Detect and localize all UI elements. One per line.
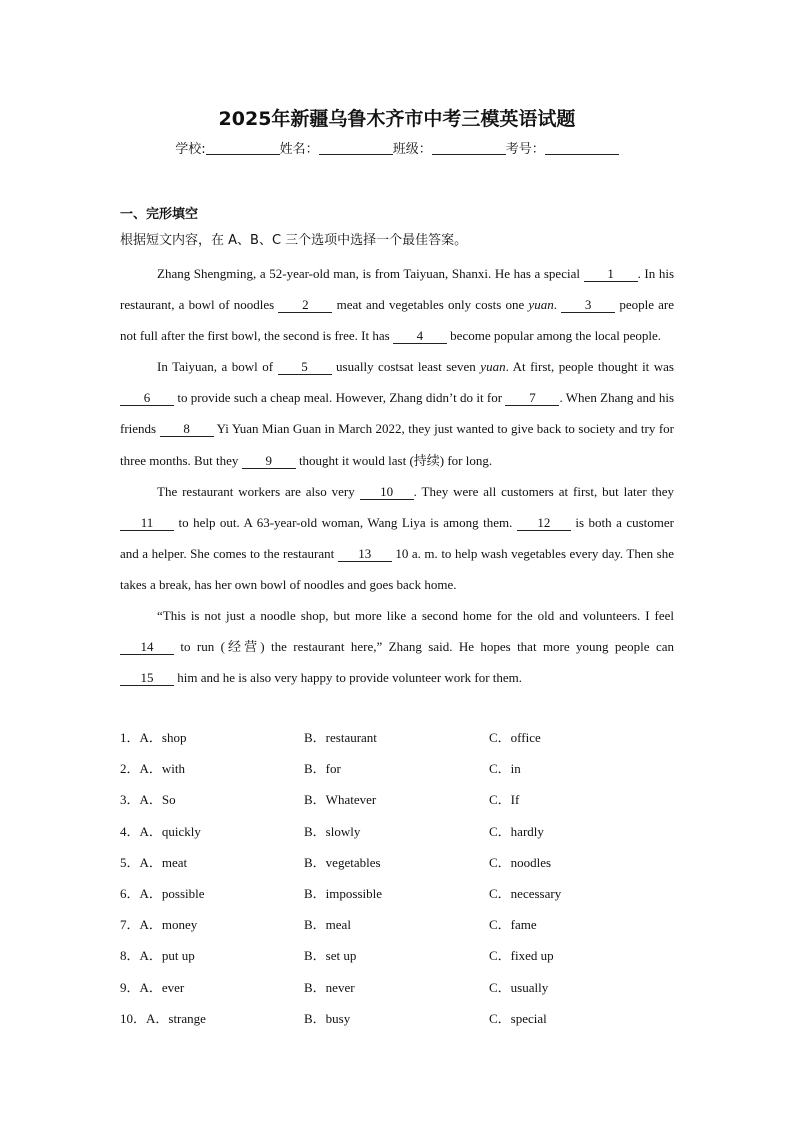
option-a[interactable]: 4．A．quickly (120, 823, 201, 839)
passage-paragraph-2 (120, 351, 674, 475)
option-row (120, 789, 680, 820)
section-instruction: 根据短文内容，在 A、B、C 三个选项中选择一个最佳答案。 (120, 233, 468, 248)
option-b[interactable]: B．restaurant (304, 730, 377, 745)
class-blank[interactable] (432, 141, 506, 155)
blank-9[interactable]: 9 (242, 454, 296, 469)
passage-paragraph-4 (120, 600, 674, 693)
option-a[interactable]: 10．A．strange (120, 1010, 206, 1026)
exam-number-blank[interactable] (545, 141, 619, 155)
option-c[interactable]: C．office (489, 730, 541, 745)
option-c[interactable]: C．fixed up (489, 948, 554, 964)
option-row (120, 758, 680, 789)
passage-text: become popular among the local people. (446, 328, 661, 344)
passage-text: . In his restaurant, a bowl of noodles (120, 266, 675, 313)
passage-text: is both a customer and a helper. She comes to the restaurant (120, 514, 674, 561)
passage-text: . They were all customers at first, but later they (413, 483, 674, 499)
option-row (120, 1008, 680, 1039)
option-c[interactable]: C．If (489, 792, 520, 808)
blank-14[interactable]: 14 (120, 640, 174, 655)
option-c[interactable]: C．hardly (489, 823, 544, 839)
blank-10[interactable]: 10 (360, 485, 414, 500)
option-c[interactable]: C．in (489, 761, 521, 777)
passage-text: . (553, 297, 562, 313)
blank-3[interactable]: 3 (561, 298, 615, 313)
option-a[interactable]: 7．A．money (120, 917, 198, 933)
option-row (120, 883, 680, 914)
passage-paragraph-3 (120, 476, 674, 600)
school-blank[interactable] (206, 141, 280, 155)
student-info-line (0, 138, 794, 157)
passage-text: “This is not just a noodle shop, but more like a second home for the old and volunteers. I feel (157, 608, 674, 624)
option-a[interactable]: 8．A．put up (120, 948, 195, 964)
blank-7[interactable]: 7 (505, 391, 559, 406)
passage-text: to provide such a cheap meal. However, Zhang didn’t do it for (174, 390, 506, 406)
option-a[interactable]: 5．A．meat (120, 854, 188, 870)
exam-number-label: 考号： (505, 142, 545, 157)
cloze-passage (120, 258, 674, 693)
passage-text: him and he is also very happy to provide volunteer work for them. (174, 670, 523, 686)
option-b[interactable]: B．vegetables (304, 854, 381, 870)
blank-1[interactable]: 1 (584, 267, 638, 282)
option-c[interactable]: C．special (489, 1010, 547, 1026)
option-a[interactable]: 9．A．ever (120, 979, 185, 995)
option-c[interactable]: C．necessary (489, 885, 562, 901)
option-row (120, 852, 680, 883)
blank-5[interactable]: 5 (278, 360, 332, 375)
blank-15[interactable]: 15 (120, 671, 174, 686)
passage-italic-word: yuan (480, 359, 506, 375)
option-b[interactable]: B．meal (304, 917, 351, 933)
option-row (120, 914, 680, 945)
option-b[interactable]: B．busy (304, 1010, 351, 1026)
blank-8[interactable]: 8 (160, 422, 214, 437)
option-b[interactable]: B．Whatever (304, 792, 377, 808)
option-row (120, 977, 680, 1008)
passage-text: to help out. A 63-year-old woman, Wang Liya is among them. (174, 514, 517, 530)
passage-text: to run (经营) the restaurant here,” Zhang said. He hopes that more young people can (174, 639, 674, 655)
passage-text: The restaurant workers are also very (157, 483, 360, 499)
option-a[interactable]: 6．A．possible (120, 885, 205, 901)
blank-2[interactable]: 2 (278, 298, 332, 313)
blank-11[interactable]: 11 (120, 516, 174, 531)
passage-text: Zhang Shengming, a 52-year-old man, is from Taiyuan, Shanxi. He has a special (157, 266, 584, 281)
exam-title: 2025年新疆乌鲁木齐市中考三模英语试题 (218, 108, 576, 130)
section-heading: 一、完形填空 (120, 207, 199, 222)
option-b[interactable]: B．never (304, 979, 355, 995)
passage-text: people are not full after the first bowl, the second is free. It has (120, 297, 675, 344)
answer-options (120, 727, 680, 1039)
option-b[interactable]: B．for (304, 761, 341, 777)
school-label: 学校: (175, 142, 206, 157)
blank-12[interactable]: 12 (517, 516, 571, 531)
blank-4[interactable]: 4 (393, 329, 447, 344)
option-a[interactable]: 1．A．shop (120, 730, 187, 745)
option-c[interactable]: C．fame (489, 917, 537, 933)
passage-text: . When Zhang and his friends (120, 390, 674, 437)
passage-text: usually costsat least seven (331, 359, 481, 375)
option-b[interactable]: B．slowly (304, 823, 361, 839)
blank-13[interactable]: 13 (338, 547, 392, 562)
passage-text: Yi Yuan Mian Guan in March 2022, they just wanted to give back to society and try for three months. But they (120, 421, 674, 468)
name-label: 姓名： (279, 142, 319, 157)
blank-6[interactable]: 6 (120, 391, 174, 406)
passage-paragraph-1 (120, 258, 674, 351)
option-b[interactable]: B．impossible (304, 885, 383, 901)
option-row (120, 945, 680, 976)
passage-text: In Taiyuan, a bowl of (157, 359, 278, 375)
option-a[interactable]: 3．A．So (120, 792, 176, 808)
option-row (120, 727, 680, 758)
class-label: 班级： (392, 142, 432, 157)
option-c[interactable]: C．usually (489, 979, 549, 995)
passage-text: 10 a. m. to help wash vegetables every day. Then she takes a break, has her own bowl of noodles and goes back home. (120, 545, 674, 592)
option-row (120, 821, 680, 852)
name-blank[interactable] (319, 141, 393, 155)
option-c[interactable]: C．noodles (489, 854, 552, 870)
passage-text: meat and vegetables only costs one (332, 297, 529, 313)
passage-italic-word: yuan (528, 297, 554, 313)
option-a[interactable]: 2．A．with (120, 761, 186, 777)
passage-text: . At first, people thought it was (505, 359, 674, 375)
option-b[interactable]: B．set up (304, 948, 357, 964)
passage-text: thought it would last (持续) for long. (295, 452, 493, 468)
